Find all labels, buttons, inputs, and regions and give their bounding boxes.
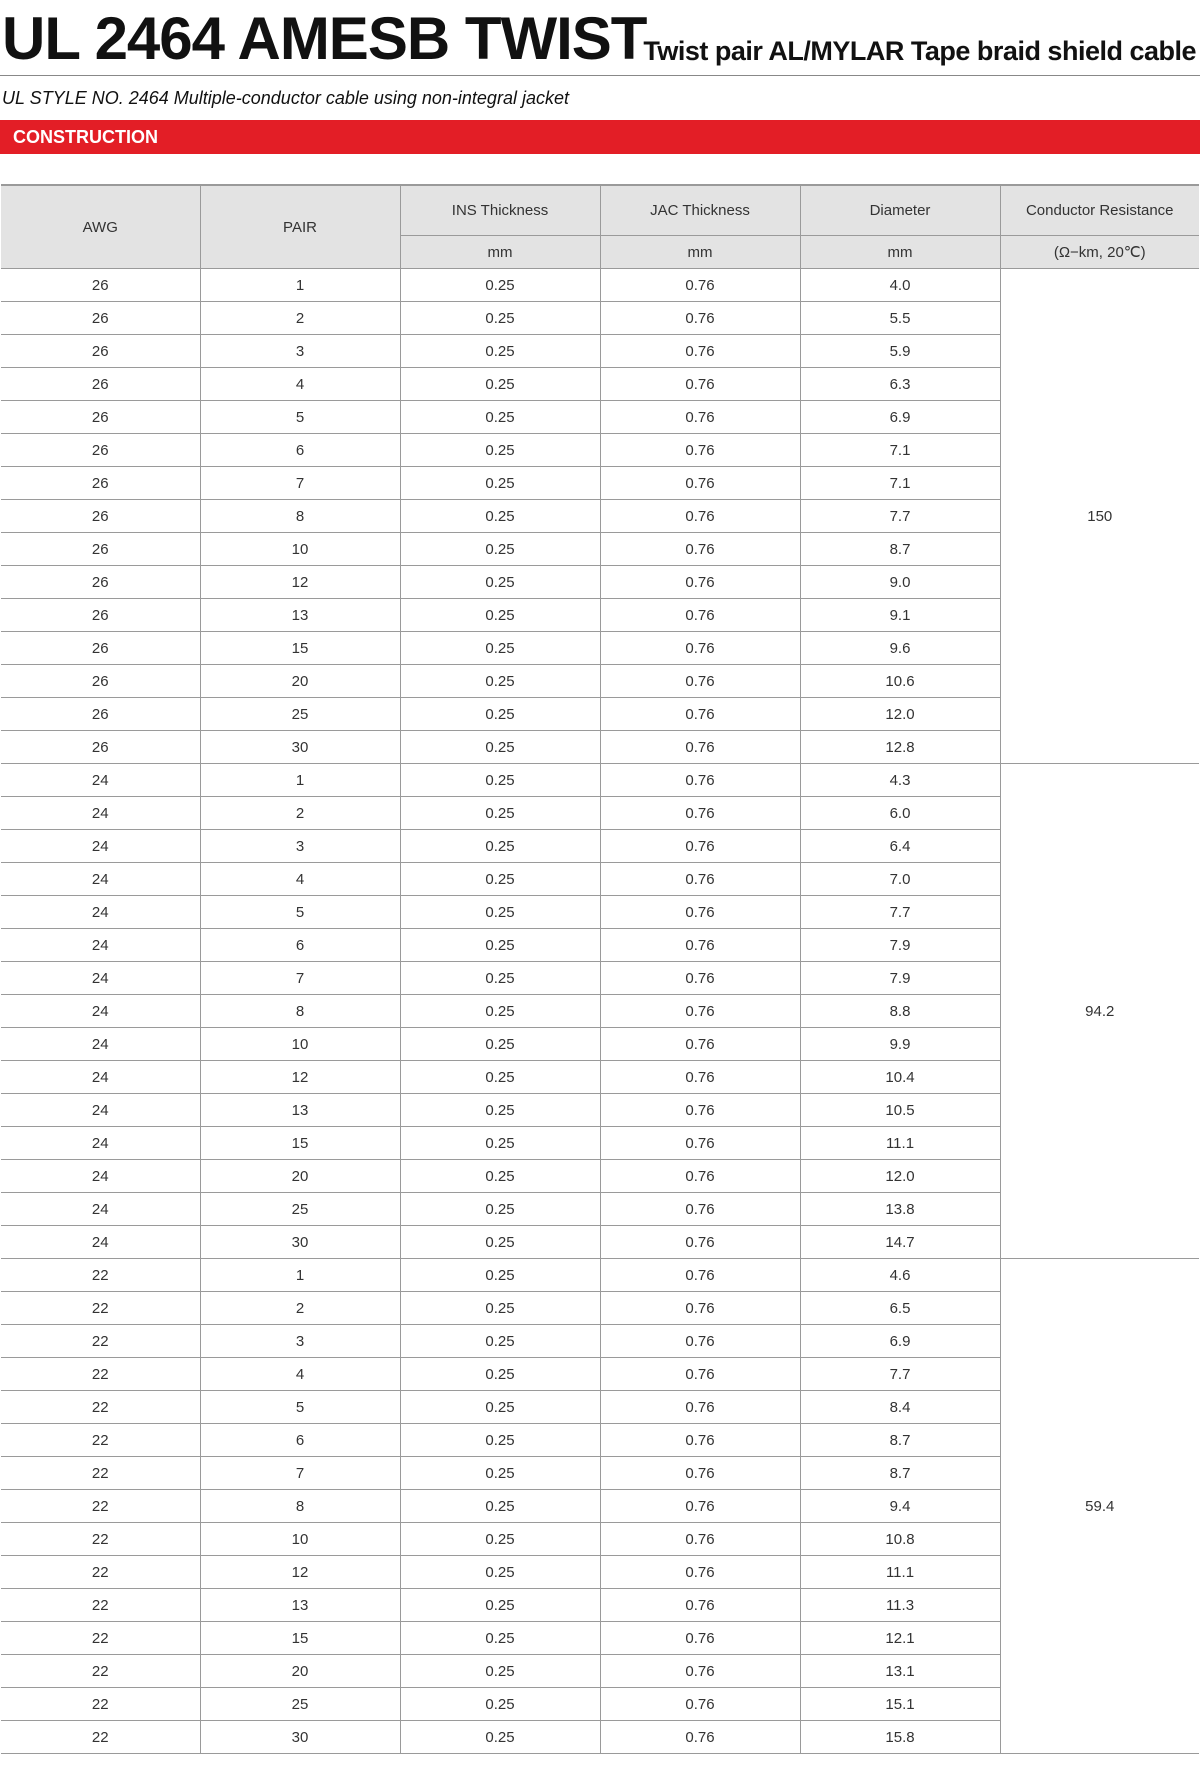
awg-cell: 24: [1, 1193, 200, 1226]
table-row: [1, 1259, 1199, 1292]
awg-cell: 26: [1, 632, 200, 665]
jac-thickness-cell: 0.76: [600, 1589, 800, 1622]
awg-cell: 24: [1, 896, 200, 929]
awg-cell: 26: [1, 302, 200, 335]
pair-cell: 15: [200, 1622, 400, 1655]
jac-thickness-cell: 0.76: [600, 335, 800, 368]
awg-cell: 26: [1, 500, 200, 533]
ins-thickness-cell: 0.25: [400, 269, 600, 302]
jac-thickness-cell: 0.76: [600, 962, 800, 995]
unit-dia: mm: [800, 236, 1000, 269]
header-divider: [0, 75, 1200, 76]
diameter-cell: 9.0: [800, 566, 1000, 599]
awg-cell: 26: [1, 401, 200, 434]
diameter-cell: 7.0: [800, 863, 1000, 896]
pair-cell: 20: [200, 665, 400, 698]
jac-thickness-cell: 0.76: [600, 731, 800, 764]
jac-thickness-cell: 0.76: [600, 896, 800, 929]
ins-thickness-cell: 0.25: [400, 896, 600, 929]
diameter-cell: 12.0: [800, 1160, 1000, 1193]
ins-thickness-cell: 0.25: [400, 830, 600, 863]
ins-thickness-cell: 0.25: [400, 467, 600, 500]
table-body: [1, 269, 1199, 1754]
pair-cell: 5: [200, 1391, 400, 1424]
pair-cell: 15: [200, 632, 400, 665]
pair-cell: 25: [200, 698, 400, 731]
pair-cell: 12: [200, 566, 400, 599]
awg-cell: 24: [1, 797, 200, 830]
awg-cell: 22: [1, 1688, 200, 1721]
awg-cell: 26: [1, 335, 200, 368]
diameter-cell: 4.6: [800, 1259, 1000, 1292]
awg-cell: 24: [1, 764, 200, 797]
awg-cell: 22: [1, 1655, 200, 1688]
ins-thickness-cell: 0.25: [400, 1688, 600, 1721]
jac-thickness-cell: 0.76: [600, 1457, 800, 1490]
pair-cell: 30: [200, 731, 400, 764]
awg-cell: 24: [1, 1127, 200, 1160]
awg-cell: 26: [1, 566, 200, 599]
jac-thickness-cell: 0.76: [600, 1688, 800, 1721]
jac-thickness-cell: 0.76: [600, 1622, 800, 1655]
header-pair: PAIR: [200, 185, 400, 269]
jac-thickness-cell: 0.76: [600, 698, 800, 731]
awg-cell: 24: [1, 830, 200, 863]
awg-cell: 24: [1, 1226, 200, 1259]
ins-thickness-cell: 0.25: [400, 335, 600, 368]
awg-cell: 24: [1, 995, 200, 1028]
diameter-cell: 6.5: [800, 1292, 1000, 1325]
diameter-cell: 11.1: [800, 1556, 1000, 1589]
pair-cell: 4: [200, 368, 400, 401]
diameter-cell: 4.0: [800, 269, 1000, 302]
unit-ins: mm: [400, 236, 600, 269]
pair-cell: 12: [200, 1061, 400, 1094]
ins-thickness-cell: 0.25: [400, 1622, 600, 1655]
diameter-cell: 7.1: [800, 467, 1000, 500]
ins-thickness-cell: 0.25: [400, 1490, 600, 1523]
awg-cell: 24: [1, 1028, 200, 1061]
diameter-cell: 7.7: [800, 1358, 1000, 1391]
awg-cell: 26: [1, 599, 200, 632]
ins-thickness-cell: 0.25: [400, 1259, 600, 1292]
ins-thickness-cell: 0.25: [400, 1127, 600, 1160]
ins-thickness-cell: 0.25: [400, 1061, 600, 1094]
pair-cell: 10: [200, 1523, 400, 1556]
pair-cell: 1: [200, 1259, 400, 1292]
awg-cell: 24: [1, 1160, 200, 1193]
pair-cell: 25: [200, 1688, 400, 1721]
diameter-cell: 10.8: [800, 1523, 1000, 1556]
ins-thickness-cell: 0.25: [400, 665, 600, 698]
awg-cell: 26: [1, 269, 200, 302]
diameter-cell: 15.1: [800, 1688, 1000, 1721]
unit-res: (Ω−km, 20℃): [1000, 236, 1199, 269]
diameter-cell: 7.7: [800, 896, 1000, 929]
ins-thickness-cell: 0.25: [400, 1589, 600, 1622]
diameter-cell: 8.7: [800, 1457, 1000, 1490]
awg-cell: 22: [1, 1358, 200, 1391]
diameter-cell: 6.9: [800, 401, 1000, 434]
diameter-cell: 6.0: [800, 797, 1000, 830]
pair-cell: 10: [200, 1028, 400, 1061]
jac-thickness-cell: 0.76: [600, 467, 800, 500]
diameter-cell: 6.3: [800, 368, 1000, 401]
pair-cell: 12: [200, 1556, 400, 1589]
pair-cell: 7: [200, 962, 400, 995]
ins-thickness-cell: 0.25: [400, 1193, 600, 1226]
diameter-cell: 15.8: [800, 1721, 1000, 1754]
ins-thickness-cell: 0.25: [400, 995, 600, 1028]
ins-thickness-cell: 0.25: [400, 929, 600, 962]
diameter-cell: 8.4: [800, 1391, 1000, 1424]
ins-thickness-cell: 0.25: [400, 1523, 600, 1556]
pair-cell: 6: [200, 929, 400, 962]
diameter-cell: 12.0: [800, 698, 1000, 731]
awg-cell: 22: [1, 1622, 200, 1655]
jac-thickness-cell: 0.76: [600, 830, 800, 863]
diameter-cell: 6.4: [800, 830, 1000, 863]
ins-thickness-cell: 0.25: [400, 1424, 600, 1457]
pair-cell: 15: [200, 1127, 400, 1160]
awg-cell: 24: [1, 1094, 200, 1127]
pair-cell: 13: [200, 1589, 400, 1622]
diameter-cell: 10.4: [800, 1061, 1000, 1094]
diameter-cell: 8.7: [800, 1424, 1000, 1457]
table-header-row: [1, 185, 1199, 236]
diameter-cell: 11.3: [800, 1589, 1000, 1622]
header-diameter: Diameter: [800, 185, 1000, 236]
awg-cell: 22: [1, 1259, 200, 1292]
diameter-cell: 12.1: [800, 1622, 1000, 1655]
diameter-cell: 5.5: [800, 302, 1000, 335]
diameter-cell: 9.4: [800, 1490, 1000, 1523]
jac-thickness-cell: 0.76: [600, 566, 800, 599]
ins-thickness-cell: 0.25: [400, 764, 600, 797]
jac-thickness-cell: 0.76: [600, 1424, 800, 1457]
ins-thickness-cell: 0.25: [400, 632, 600, 665]
ins-thickness-cell: 0.25: [400, 1391, 600, 1424]
awg-cell: 22: [1, 1391, 200, 1424]
jac-thickness-cell: 0.76: [600, 1259, 800, 1292]
pair-cell: 2: [200, 1292, 400, 1325]
pair-cell: 6: [200, 434, 400, 467]
awg-cell: 22: [1, 1457, 200, 1490]
header-ins-thickness: INS Thickness: [400, 185, 600, 236]
diameter-cell: 11.1: [800, 1127, 1000, 1160]
awg-cell: 26: [1, 467, 200, 500]
jac-thickness-cell: 0.76: [600, 929, 800, 962]
ins-thickness-cell: 0.25: [400, 698, 600, 731]
ins-thickness-cell: 0.25: [400, 1358, 600, 1391]
jac-thickness-cell: 0.76: [600, 797, 800, 830]
diameter-cell: 7.7: [800, 500, 1000, 533]
diameter-cell: 8.8: [800, 995, 1000, 1028]
pair-cell: 30: [200, 1226, 400, 1259]
awg-cell: 26: [1, 731, 200, 764]
pair-cell: 7: [200, 1457, 400, 1490]
ins-thickness-cell: 0.25: [400, 566, 600, 599]
jac-thickness-cell: 0.76: [600, 665, 800, 698]
jac-thickness-cell: 0.76: [600, 1556, 800, 1589]
ins-thickness-cell: 0.25: [400, 434, 600, 467]
diameter-cell: 7.1: [800, 434, 1000, 467]
awg-cell: 24: [1, 863, 200, 896]
awg-cell: 22: [1, 1292, 200, 1325]
table-row: [1, 269, 1199, 302]
jac-thickness-cell: 0.76: [600, 764, 800, 797]
diameter-cell: 12.8: [800, 731, 1000, 764]
jac-thickness-cell: 0.76: [600, 533, 800, 566]
jac-thickness-cell: 0.76: [600, 1028, 800, 1061]
conductor-resistance-cell: 59.4: [1000, 1259, 1199, 1754]
awg-cell: 26: [1, 368, 200, 401]
jac-thickness-cell: 0.76: [600, 434, 800, 467]
ins-thickness-cell: 0.25: [400, 1094, 600, 1127]
pair-cell: 25: [200, 1193, 400, 1226]
jac-thickness-cell: 0.76: [600, 302, 800, 335]
awg-cell: 22: [1, 1589, 200, 1622]
pair-cell: 7: [200, 467, 400, 500]
pair-cell: 30: [200, 1721, 400, 1754]
conductor-resistance-cell: 94.2: [1000, 764, 1199, 1259]
diameter-cell: 9.1: [800, 599, 1000, 632]
ins-thickness-cell: 0.25: [400, 1292, 600, 1325]
pair-cell: 1: [200, 269, 400, 302]
unit-jac: mm: [600, 236, 800, 269]
diameter-cell: 9.9: [800, 1028, 1000, 1061]
awg-cell: 24: [1, 929, 200, 962]
jac-thickness-cell: 0.76: [600, 1721, 800, 1754]
pair-cell: 3: [200, 335, 400, 368]
awg-cell: 22: [1, 1325, 200, 1358]
awg-cell: 26: [1, 698, 200, 731]
pair-cell: 13: [200, 1094, 400, 1127]
page-title: UL 2464 AMESB TWIST: [2, 5, 647, 72]
pair-cell: 20: [200, 1655, 400, 1688]
pair-cell: 13: [200, 599, 400, 632]
pair-cell: 2: [200, 797, 400, 830]
jac-thickness-cell: 0.76: [600, 863, 800, 896]
awg-cell: 26: [1, 434, 200, 467]
ins-thickness-cell: 0.25: [400, 533, 600, 566]
ins-thickness-cell: 0.25: [400, 962, 600, 995]
construction-table: [1, 184, 1199, 1754]
awg-cell: 24: [1, 1061, 200, 1094]
jac-thickness-cell: 0.76: [600, 1292, 800, 1325]
header-awg: AWG: [1, 185, 200, 269]
ins-thickness-cell: 0.25: [400, 1556, 600, 1589]
jac-thickness-cell: 0.76: [600, 1391, 800, 1424]
ins-thickness-cell: 0.25: [400, 1160, 600, 1193]
diameter-cell: 7.9: [800, 929, 1000, 962]
jac-thickness-cell: 0.76: [600, 1358, 800, 1391]
awg-cell: 22: [1, 1556, 200, 1589]
diameter-cell: 10.6: [800, 665, 1000, 698]
pair-cell: 8: [200, 1490, 400, 1523]
pair-cell: 4: [200, 863, 400, 896]
ins-thickness-cell: 0.25: [400, 599, 600, 632]
ins-thickness-cell: 0.25: [400, 863, 600, 896]
diameter-cell: 13.1: [800, 1655, 1000, 1688]
ins-thickness-cell: 0.25: [400, 1226, 600, 1259]
awg-cell: 24: [1, 962, 200, 995]
ins-thickness-cell: 0.25: [400, 368, 600, 401]
pair-cell: 3: [200, 830, 400, 863]
diameter-cell: 4.3: [800, 764, 1000, 797]
jac-thickness-cell: 0.76: [600, 1523, 800, 1556]
section-bar-construction: [0, 120, 1200, 154]
header-jac-thickness: JAC Thickness: [600, 185, 800, 236]
jac-thickness-cell: 0.76: [600, 1193, 800, 1226]
ins-thickness-cell: 0.25: [400, 500, 600, 533]
jac-thickness-cell: 0.76: [600, 1127, 800, 1160]
pair-cell: 6: [200, 1424, 400, 1457]
pair-cell: 5: [200, 401, 400, 434]
page-header: [0, 0, 1200, 76]
jac-thickness-cell: 0.76: [600, 368, 800, 401]
ins-thickness-cell: 0.25: [400, 797, 600, 830]
ins-thickness-cell: 0.25: [400, 731, 600, 764]
jac-thickness-cell: 0.76: [600, 632, 800, 665]
awg-cell: 26: [1, 533, 200, 566]
jac-thickness-cell: 0.76: [600, 1061, 800, 1094]
pair-cell: 20: [200, 1160, 400, 1193]
diameter-cell: 7.9: [800, 962, 1000, 995]
diameter-cell: 13.8: [800, 1193, 1000, 1226]
jac-thickness-cell: 0.76: [600, 1490, 800, 1523]
page-subtitle: Twist pair AL/MYLAR Tape braid shield cable: [643, 36, 1196, 66]
jac-thickness-cell: 0.76: [600, 599, 800, 632]
diameter-cell: 9.6: [800, 632, 1000, 665]
pair-cell: 1: [200, 764, 400, 797]
pair-cell: 8: [200, 500, 400, 533]
jac-thickness-cell: 0.76: [600, 1655, 800, 1688]
awg-cell: 22: [1, 1424, 200, 1457]
pair-cell: 4: [200, 1358, 400, 1391]
diameter-cell: 14.7: [800, 1226, 1000, 1259]
ins-thickness-cell: 0.25: [400, 1721, 600, 1754]
ins-thickness-cell: 0.25: [400, 1028, 600, 1061]
pair-cell: 8: [200, 995, 400, 1028]
style-note: UL STYLE NO. 2464 Multiple-conductor cable using non-integral jacket: [2, 88, 569, 108]
jac-thickness-cell: 0.76: [600, 1094, 800, 1127]
awg-cell: 22: [1, 1721, 200, 1754]
ins-thickness-cell: 0.25: [400, 1325, 600, 1358]
awg-cell: 22: [1, 1490, 200, 1523]
ins-thickness-cell: 0.25: [400, 1457, 600, 1490]
ins-thickness-cell: 0.25: [400, 401, 600, 434]
ins-thickness-cell: 0.25: [400, 1655, 600, 1688]
jac-thickness-cell: 0.76: [600, 1226, 800, 1259]
jac-thickness-cell: 0.76: [600, 1160, 800, 1193]
header-conductor-resistance: Conductor Resistance: [1000, 185, 1199, 236]
jac-thickness-cell: 0.76: [600, 500, 800, 533]
pair-cell: 3: [200, 1325, 400, 1358]
pair-cell: 10: [200, 533, 400, 566]
ins-thickness-cell: 0.25: [400, 302, 600, 335]
diameter-cell: 10.5: [800, 1094, 1000, 1127]
pair-cell: 2: [200, 302, 400, 335]
diameter-cell: 5.9: [800, 335, 1000, 368]
table-row: [1, 764, 1199, 797]
conductor-resistance-cell: 150: [1000, 269, 1199, 764]
awg-cell: 26: [1, 665, 200, 698]
diameter-cell: 8.7: [800, 533, 1000, 566]
jac-thickness-cell: 0.76: [600, 995, 800, 1028]
jac-thickness-cell: 0.76: [600, 1325, 800, 1358]
diameter-cell: 6.9: [800, 1325, 1000, 1358]
pair-cell: 5: [200, 896, 400, 929]
jac-thickness-cell: 0.76: [600, 401, 800, 434]
section-label: CONSTRUCTION: [13, 127, 158, 147]
jac-thickness-cell: 0.76: [600, 269, 800, 302]
awg-cell: 22: [1, 1523, 200, 1556]
